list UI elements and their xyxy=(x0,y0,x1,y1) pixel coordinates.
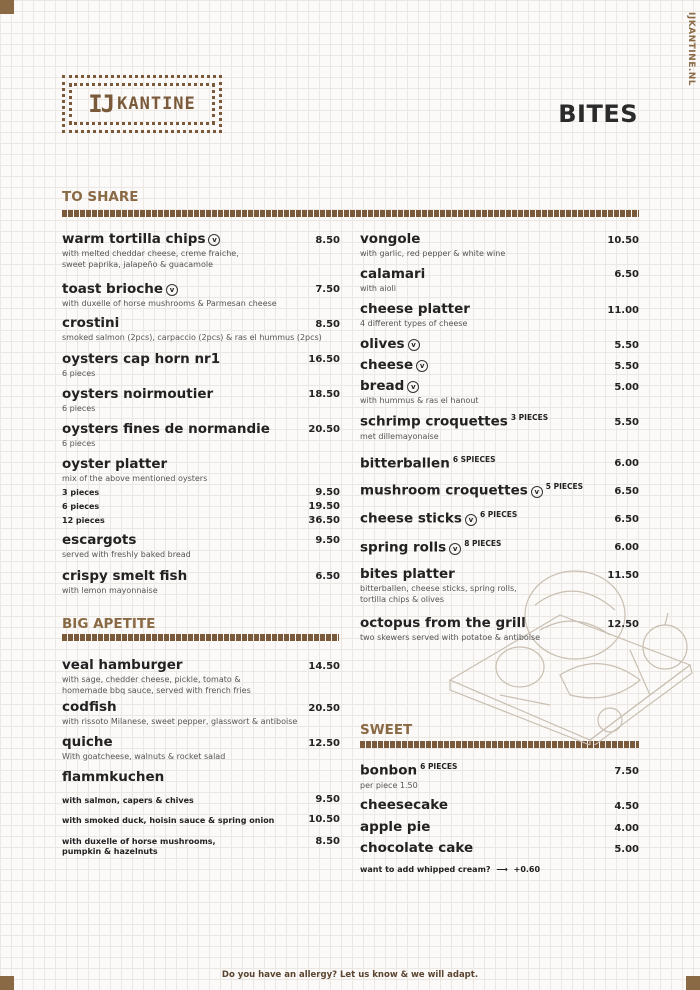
item-name: bonbon $^{6 PIECES}$ xyxy=(360,762,458,779)
item-price: 14.50 xyxy=(308,661,340,672)
option-label: with smoked duck, hoisin sauce & spring onion xyxy=(62,816,275,825)
item-price: 6.50 xyxy=(614,514,639,525)
option-label: 6 pieces xyxy=(62,502,100,511)
option-label: with duxelle of horse mushrooms, pumpkin & hazelnuts xyxy=(62,837,216,856)
item-name: chocolate cake xyxy=(360,840,474,856)
item-name: cheese platter xyxy=(360,301,470,317)
menu-item xyxy=(360,762,560,791)
item-description: With goatcheese, walnuts & rocket salad xyxy=(62,752,226,761)
item-description: smoked salmon (2pcs), carpaccio (2pcs) & ras el hummus (2pcs) xyxy=(62,333,322,342)
menu-item xyxy=(62,231,262,270)
menu-item xyxy=(360,539,590,556)
item-price: 16.50 xyxy=(308,354,340,365)
item-name: flammkuchen xyxy=(62,769,165,785)
section-title-sweet: SWEET xyxy=(360,722,413,738)
item-price: 20.50 xyxy=(308,424,340,435)
item-name: crostini xyxy=(62,315,120,331)
vegetarian-icon: v xyxy=(407,381,419,393)
item-price: 7.50 xyxy=(614,766,639,777)
menu-item xyxy=(62,532,302,560)
item-description: served with freshly baked bread xyxy=(62,550,191,559)
option-price: 9.50 xyxy=(315,487,340,498)
item-name: mushroom croquettes $v^{5 PIECES}$ xyxy=(360,482,584,499)
menu-item xyxy=(360,840,560,856)
item-price: 10.50 xyxy=(607,235,639,246)
logo-word: KANTINE xyxy=(117,94,196,114)
item-price: 5.50 xyxy=(614,340,639,351)
menu-item xyxy=(360,231,580,259)
option-price: 9.50 xyxy=(315,794,340,805)
vegetarian-icon: v xyxy=(449,543,461,555)
portion-note: 3 PIECES xyxy=(510,413,549,422)
menu-item xyxy=(360,357,580,373)
item-name: vongole xyxy=(360,231,421,247)
portion-note: 6 PIECES xyxy=(479,510,518,519)
menu-item xyxy=(62,568,302,596)
menu-item xyxy=(360,301,580,329)
menu-item xyxy=(360,482,590,499)
option-price: 36.50 xyxy=(308,515,340,526)
menu-item xyxy=(62,657,272,696)
item-description: with lemon mayonnaise xyxy=(62,586,158,595)
item-price: 6.50 xyxy=(315,571,340,582)
item-description: with hummus & ras el hanout xyxy=(360,396,479,405)
item-name: bitterballen $^{6 SPIECES}$ xyxy=(360,455,496,472)
logo-mark: IJ xyxy=(88,90,114,118)
item-description: two skewers served with potatoe & antiboise xyxy=(360,633,541,642)
item-name: codfish xyxy=(62,699,117,715)
item-price: 9.50 xyxy=(315,535,340,546)
option-label: with salmon, capers & chives xyxy=(62,796,194,805)
item-price: 8.50 xyxy=(315,319,340,330)
menu-item xyxy=(360,378,580,406)
item-name: apple pie xyxy=(360,819,431,835)
item-price: 6.00 xyxy=(614,542,639,553)
section-divider xyxy=(62,210,639,217)
menu-item xyxy=(62,769,322,785)
whipped-cream-note xyxy=(360,865,540,874)
item-name: cheese v xyxy=(360,357,580,373)
item-name: bites platter xyxy=(360,566,455,582)
item-name: oyster platter xyxy=(62,456,168,472)
item-name: olives v xyxy=(360,336,580,352)
website-label: IJKANTINE.NL xyxy=(686,12,696,87)
item-name: bread v xyxy=(360,378,580,394)
vegetarian-icon: v xyxy=(465,514,477,526)
vegetarian-icon: v xyxy=(531,486,543,498)
item-description: mix of the above mentioned oysters xyxy=(62,474,208,483)
item-price: 5.50 xyxy=(614,417,639,428)
item-name: veal hamburger xyxy=(62,657,183,673)
item-name: oysters noirmoutier xyxy=(62,386,214,402)
item-name: oysters fines de normandie xyxy=(62,421,270,437)
logo xyxy=(62,75,222,133)
portion-note: 8 PIECES xyxy=(464,539,502,548)
item-price: 18.50 xyxy=(308,389,340,400)
item-name: warm tortilla chips v xyxy=(62,231,262,247)
item-description: with aioli xyxy=(360,284,396,293)
item-description: bitterballen, cheese sticks, spring rolls, tortilla chips & olives xyxy=(360,584,517,604)
option-price: 8.50 xyxy=(315,836,340,847)
arrow-right-icon: ⟶ xyxy=(496,865,508,874)
vegetarian-icon: v xyxy=(208,234,220,246)
menu-item xyxy=(360,336,580,352)
item-name: spring rolls $v^{8 PIECES}$ xyxy=(360,539,502,556)
item-price: 12.50 xyxy=(607,619,639,630)
item-description: with duxelle of horse mushrooms & Parmesan cheese xyxy=(62,299,277,308)
item-name: escargots xyxy=(62,532,137,548)
portion-note: 5 PIECES xyxy=(545,482,584,491)
menu-item xyxy=(360,615,600,643)
item-name: oysters cap horn nr1 xyxy=(62,351,221,367)
item-price: 11.00 xyxy=(607,305,639,316)
item-price: 7.50 xyxy=(315,284,340,295)
item-price: 6.50 xyxy=(614,486,639,497)
portion-note: 6 PIECES xyxy=(420,762,458,771)
section-divider xyxy=(62,634,339,641)
item-name: crispy smelt fish xyxy=(62,568,188,584)
menu-item xyxy=(62,386,302,414)
item-description: per piece 1.50 xyxy=(360,780,418,790)
item-description: with rissoto Milanese, sweet pepper, glasswort & antiboise xyxy=(62,717,298,726)
whipped-cream-label: want to add whipped cream? xyxy=(360,865,491,874)
menu-item xyxy=(360,510,590,527)
item-description: 4 different types of cheese xyxy=(360,319,468,328)
logo-inner xyxy=(69,83,215,125)
menu-item xyxy=(360,819,560,835)
option-price: 10.50 xyxy=(308,814,340,825)
corner-mark-top-left xyxy=(0,0,14,14)
menu-item xyxy=(360,266,580,294)
menu-item xyxy=(360,413,590,442)
menu-item xyxy=(62,351,302,379)
section-title-big-apetite: BIG APETITE xyxy=(62,616,156,632)
menu-item xyxy=(62,421,302,449)
item-description: 6 pieces xyxy=(62,369,96,378)
item-name: toast brioche v xyxy=(62,281,322,297)
item-name: quiche xyxy=(62,734,113,750)
item-name: schrimp croquettes $^{3 PIECES}$ xyxy=(360,413,549,430)
item-description: 6 pieces xyxy=(62,439,96,448)
item-price: 6.00 xyxy=(614,458,639,469)
option-label: 12 pieces xyxy=(62,516,105,525)
item-description: with garlic, red pepper & white wine xyxy=(360,249,506,258)
vegetarian-icon: v xyxy=(408,339,420,351)
page-title: BITES xyxy=(558,100,638,128)
menu-item xyxy=(360,455,590,472)
option-label: 3 pieces xyxy=(62,488,100,497)
item-price: 20.50 xyxy=(308,703,340,714)
item-price: 5.00 xyxy=(614,382,639,393)
item-name: cheesecake xyxy=(360,797,449,813)
item-name: cheese sticks $v^{6 PIECES}$ xyxy=(360,510,518,527)
portion-note: 6 SPIECES xyxy=(452,455,496,464)
item-price: 11.50 xyxy=(607,570,639,581)
allergy-footer: Do you have an allergy? Let us know & we will adapt. xyxy=(221,970,479,980)
menu-item xyxy=(62,456,302,484)
item-price: 5.00 xyxy=(614,844,639,855)
whipped-cream-price: +0.60 xyxy=(513,865,541,874)
section-title-to-share: TO SHARE xyxy=(62,189,139,205)
item-price: 4.00 xyxy=(614,823,639,834)
item-price: 8.50 xyxy=(315,235,340,246)
menu-item xyxy=(360,566,520,605)
item-name: octopus from the grill xyxy=(360,615,526,631)
item-price: 5.50 xyxy=(614,361,639,372)
vegetarian-icon: v xyxy=(416,360,428,372)
item-description: with melted cheddar cheese, creme fraiche, sweet paprika, jalapeño & guacamole xyxy=(62,249,239,269)
option-price: 19.50 xyxy=(308,501,340,512)
item-description: with sage, chedder cheese, pickle, tomato & homemade bbq sauce, served with french fries xyxy=(62,675,251,695)
vegetarian-icon: v xyxy=(166,284,178,296)
item-description: 6 pieces xyxy=(62,404,96,413)
item-price: 12.50 xyxy=(308,738,340,749)
item-description: met dillemayonaise xyxy=(360,431,439,441)
menu-item xyxy=(360,797,560,813)
item-name: calamari xyxy=(360,266,426,282)
item-price: 6.50 xyxy=(614,269,639,280)
item-price: 4.50 xyxy=(614,801,639,812)
